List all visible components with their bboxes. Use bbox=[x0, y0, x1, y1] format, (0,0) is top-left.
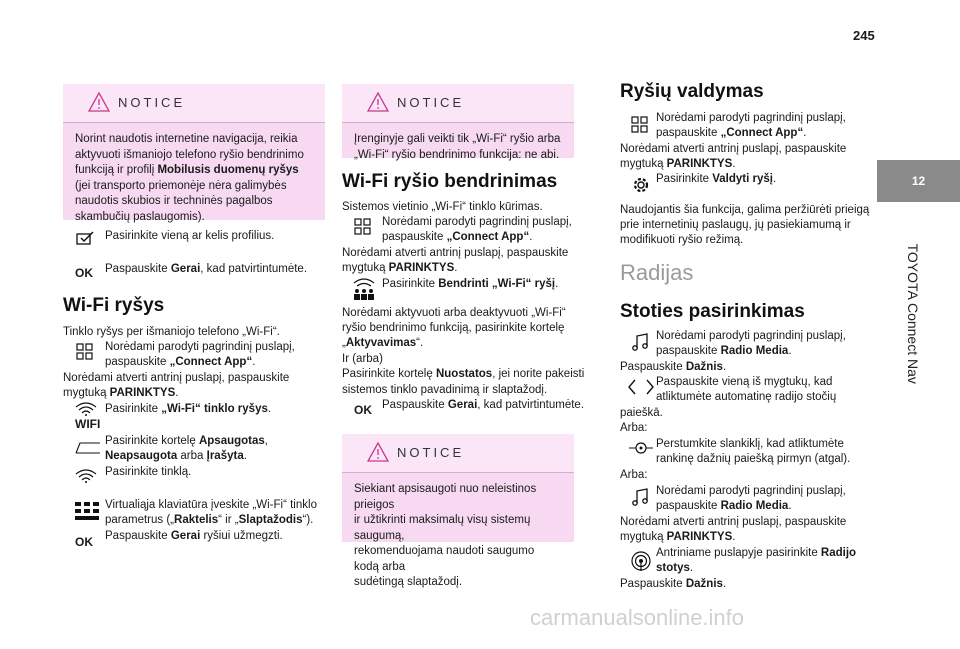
text: “). bbox=[302, 514, 314, 526]
text-line: Ir (arba) bbox=[342, 353, 383, 365]
text: Paspauskite bbox=[105, 530, 171, 542]
text-line: Norėdami aktyvuoti arba deaktyvuoti „Wi-Fi“ bbox=[342, 307, 566, 319]
text: ryšiui užmegzti. bbox=[200, 530, 283, 542]
text-line: Norėdami atverti antrinį puslapį, paspauskite bbox=[620, 143, 847, 155]
text-line bbox=[342, 261, 457, 277]
bold-text: Gerai bbox=[170, 263, 201, 275]
seek-arrows-icon bbox=[628, 379, 654, 395]
ok-icon: OK bbox=[354, 403, 372, 417]
ok-icon: OK bbox=[75, 535, 93, 549]
text-line bbox=[105, 513, 313, 529]
text: Pasirinkite bbox=[105, 403, 162, 415]
bold-text: Nuostatos bbox=[435, 368, 493, 380]
text-line: Norėdami parodyti pagrindinį puslapį, bbox=[656, 485, 846, 497]
radio-station-icon bbox=[630, 550, 652, 572]
text-line bbox=[656, 546, 856, 562]
text-line: Įrenginyje gali veikti tik „Wi-Fi“ ryšio arba bbox=[354, 133, 561, 145]
text: . bbox=[732, 531, 736, 543]
text: paspauskite bbox=[656, 500, 721, 512]
page-number: 245 bbox=[853, 28, 875, 43]
bold-text: PARINKTYS bbox=[666, 158, 733, 170]
text-line: Norėdami parodyti pagrindinį puslapį, bbox=[656, 112, 846, 124]
text: . bbox=[722, 361, 727, 373]
text-line: sudėtingą slaptažodį. bbox=[354, 576, 463, 588]
music-note-icon bbox=[631, 488, 649, 508]
bold-text: Radijo bbox=[820, 547, 857, 559]
text: mygtuką bbox=[63, 387, 110, 399]
chapter-tab: 12 bbox=[877, 160, 960, 202]
notice-title: NOTICE bbox=[118, 95, 186, 110]
bold-text: Įrašyta bbox=[206, 450, 244, 462]
text: . bbox=[555, 278, 559, 290]
bold-text: „Connect App“ bbox=[446, 231, 530, 243]
bold-text: Apsaugotas bbox=[198, 435, 265, 447]
text-line: skambučių paslaugomis). bbox=[75, 210, 205, 223]
notice-box-sharing bbox=[342, 84, 574, 161]
text-line bbox=[105, 529, 283, 545]
text: . bbox=[722, 578, 727, 590]
text-line: ryšio bendrinimo funkciją, pasirinkite kortelę bbox=[342, 322, 565, 334]
text-line bbox=[656, 561, 693, 577]
text-line: Paspauskite vieną iš mygtukų, kad bbox=[656, 376, 833, 388]
select-checkmark-icon bbox=[75, 231, 95, 247]
notice-header bbox=[342, 84, 574, 123]
text: , kad patvirtintumėte. bbox=[200, 263, 308, 275]
wifi-icon bbox=[75, 469, 97, 483]
text-line bbox=[620, 530, 735, 546]
text-line bbox=[382, 230, 532, 246]
text-line: rankinę dažnių paiešką pirmyn (atgal). bbox=[656, 453, 851, 465]
text: Antriniame puslapyje pasirinkite bbox=[656, 547, 821, 559]
text-line bbox=[105, 402, 271, 418]
bold-text: Dažnis bbox=[685, 361, 723, 373]
text: . bbox=[788, 345, 792, 357]
gear-icon bbox=[630, 174, 652, 196]
text-line: Norėdami parodyti pagrindinį puslapį, bbox=[105, 341, 295, 353]
text: , bbox=[264, 435, 268, 447]
notice-header bbox=[63, 84, 325, 123]
chapter-label-text: TOYOTA Connect Nav bbox=[904, 243, 921, 384]
text: “ ir „ bbox=[218, 514, 239, 526]
text-line: Arba: bbox=[620, 422, 648, 434]
heading-wifi: Wi-Fi ryšys bbox=[63, 295, 165, 316]
chapter-label bbox=[892, 206, 932, 426]
text-line bbox=[656, 344, 792, 360]
step-select-profiles: Pasirinkite vieną ar kelis profilius. bbox=[105, 230, 275, 242]
slider-target-icon bbox=[628, 440, 654, 456]
text: . bbox=[454, 262, 458, 274]
text-line bbox=[105, 434, 268, 450]
text: Paspauskite bbox=[620, 361, 686, 373]
warning-icon bbox=[367, 442, 389, 462]
text-line: aktyvuoti išmaniojo telefono ryšio bendrinimo bbox=[75, 148, 304, 161]
text: Pasirinkite kortelę bbox=[105, 435, 199, 447]
text: . bbox=[732, 158, 736, 170]
text-line: Virtualiąja klaviatūra įveskite „Wi-Fi“ tinklo bbox=[105, 499, 317, 511]
grid-apps-icon bbox=[354, 218, 372, 236]
text: Pasirinkite bbox=[656, 173, 713, 185]
text: arba bbox=[177, 450, 207, 462]
wifi-share-icon bbox=[352, 278, 376, 302]
text-line: naudotis skubios ir techninės pagalbos bbox=[75, 195, 273, 207]
warning-icon bbox=[367, 92, 389, 112]
notice-title: NOTICE bbox=[397, 445, 465, 460]
text: , kad patvirtintumėte. bbox=[477, 399, 585, 411]
text-line: modifikuoti ryšio režimą. bbox=[620, 234, 744, 246]
text-line bbox=[656, 172, 776, 188]
keyboard-icon bbox=[75, 502, 99, 520]
notice-body bbox=[63, 123, 325, 233]
text: . bbox=[788, 500, 792, 512]
text-line: „Wi-Fi“ ryšio bendrinimo funkcija: ne abi. bbox=[354, 148, 560, 161]
bold-text: PARINKTYS bbox=[388, 262, 455, 274]
text: „ bbox=[342, 337, 346, 349]
heading-wifi-sharing: Wi-Fi ryšio bendrinimas bbox=[342, 171, 558, 192]
text-line bbox=[656, 499, 792, 515]
text-line: Arba: bbox=[620, 469, 648, 481]
text-line bbox=[382, 398, 584, 414]
text-line bbox=[620, 157, 735, 173]
text: Paspauskite bbox=[382, 399, 448, 411]
text-line: Norint naudotis internetine navigacija, reikia bbox=[75, 133, 298, 145]
text: . bbox=[529, 231, 533, 243]
text-line: ir užtikrinti maksimalų visų sistemų saugumą, bbox=[354, 514, 531, 542]
notice-box-security bbox=[342, 434, 574, 588]
text-line bbox=[105, 449, 247, 465]
text: mygtuką bbox=[342, 262, 389, 274]
bold-text: Radio Media bbox=[720, 500, 789, 512]
bold-text: PARINKTYS bbox=[666, 531, 733, 543]
text-line: Norėdami parodyti pagrindinį puslapį, bbox=[656, 330, 846, 342]
bold-text: Neapsaugota bbox=[105, 450, 178, 462]
bold-text: Gerai bbox=[447, 399, 478, 411]
text-line: Norėdami atverti antrinį puslapį, paspauskite bbox=[342, 247, 569, 259]
ok-icon: OK bbox=[75, 266, 93, 280]
text: . bbox=[267, 403, 272, 415]
text: , jei norite pakeisti bbox=[492, 368, 585, 380]
music-note-icon bbox=[631, 333, 649, 353]
bold-text: stotys bbox=[656, 562, 690, 574]
grid-apps-icon bbox=[76, 343, 94, 361]
text-line: paieškā. bbox=[620, 407, 663, 419]
text: . bbox=[803, 127, 807, 139]
wifi-icon bbox=[75, 402, 97, 416]
text-line: Norėdami atverti antrinį puslapį, paspauskite bbox=[620, 516, 847, 528]
text-line bbox=[75, 163, 313, 179]
text-line bbox=[63, 386, 178, 402]
bold-text: PARINKTYS bbox=[109, 387, 176, 399]
text: Pasirinkite kortelę bbox=[342, 368, 436, 380]
text-line: Sistemos vietinio „Wi-Fi“ tinklo kūrimas. bbox=[342, 201, 543, 213]
text-line: prie internetinių paslaugų, jų pasiekiamumą ir bbox=[620, 219, 851, 231]
text: Paspauskite bbox=[105, 263, 171, 275]
text: mygtuką bbox=[620, 158, 667, 170]
heading-connection-management: Ryšių valdymas bbox=[620, 81, 764, 102]
text: paspauskite bbox=[382, 231, 447, 243]
notice-box-internet bbox=[63, 84, 325, 223]
step-confirm bbox=[105, 262, 307, 278]
bold-text: Aktyvavimas bbox=[345, 337, 417, 349]
bold-text: Raktelis bbox=[174, 514, 219, 526]
text: . bbox=[772, 173, 777, 185]
text: funkciją ir profilį bbox=[75, 164, 158, 176]
bold-text: „Wi-Fi“ tinklo ryšys bbox=[161, 403, 268, 415]
text: . bbox=[175, 387, 179, 399]
bold-text: Mobilusis duomenų ryšys bbox=[157, 164, 299, 176]
text-line: Siekiant apsisaugoti nuo neleistinos prieigos bbox=[354, 483, 537, 511]
text-line: Norėdami atverti antrinį puslapį, paspauskite bbox=[63, 372, 290, 384]
text: . bbox=[689, 562, 694, 574]
bold-text: Valdyti ryšį bbox=[712, 173, 773, 185]
grid-apps-icon bbox=[631, 116, 649, 134]
text-line bbox=[342, 367, 584, 383]
text: paspauskite bbox=[656, 127, 721, 139]
notice-body bbox=[342, 123, 574, 171]
tab-card-icon bbox=[75, 440, 101, 454]
text: Paspauskite bbox=[620, 578, 686, 590]
text-line bbox=[105, 355, 255, 371]
text-line bbox=[382, 277, 558, 293]
text-line bbox=[620, 577, 726, 593]
text-line: Tinklo ryšys per išmaniojo telefono „Wi-Fi“. bbox=[63, 326, 280, 338]
text: mygtuką bbox=[620, 531, 667, 543]
notice-header bbox=[342, 434, 574, 473]
text: “. bbox=[416, 337, 424, 349]
text: . bbox=[243, 450, 247, 462]
bold-text: Bendrinti „Wi-Fi“ ryšį bbox=[438, 278, 556, 290]
text-line: atliktumėte automatinę radijo stočių bbox=[656, 391, 837, 403]
text-line: Perstumkite slankiklį, kad atliktumėte bbox=[656, 438, 844, 450]
bold-text: Radio Media bbox=[720, 345, 789, 357]
text: paspauskite bbox=[656, 345, 721, 357]
bold-text: „Connect App“ bbox=[169, 356, 253, 368]
bold-text: „Connect App“ bbox=[720, 127, 804, 139]
bold-text: Gerai bbox=[170, 530, 201, 542]
notice-body bbox=[342, 473, 574, 599]
section-title-radio: Radijas bbox=[620, 260, 694, 285]
text-line bbox=[342, 336, 423, 352]
text-line: Norėdami parodyti pagrindinį puslapį, bbox=[382, 216, 572, 228]
text-line bbox=[656, 126, 806, 142]
notice-title: NOTICE bbox=[397, 95, 465, 110]
text: Pasirinkite bbox=[382, 278, 439, 290]
text: . bbox=[252, 356, 256, 368]
bold-text: Dažnis bbox=[685, 578, 723, 590]
text-line: sistemos tinklo pavadinimą ir slaptažodį. bbox=[342, 384, 548, 396]
text-line: (jei transporto priemonėje nėra galimybės bbox=[75, 179, 287, 192]
text: parametrus („ bbox=[105, 514, 175, 526]
text-line: Pasirinkite tinklą. bbox=[105, 466, 192, 478]
heading-station-selection: Stoties pasirinkimas bbox=[620, 301, 805, 322]
footer-watermark: carmanualsonline.info bbox=[530, 605, 745, 630]
wifi-label-icon: WIFI bbox=[75, 417, 101, 431]
text-line: Naudojantis šia funkcija, galima peržiūrėti prieigą bbox=[620, 204, 870, 216]
text: paspauskite bbox=[105, 356, 170, 368]
text-line: rekomenduojama naudoti saugumo kodą arba bbox=[354, 545, 535, 573]
text-line bbox=[620, 360, 726, 376]
bold-text: Slaptažodis bbox=[238, 514, 303, 526]
warning-icon bbox=[88, 92, 110, 112]
